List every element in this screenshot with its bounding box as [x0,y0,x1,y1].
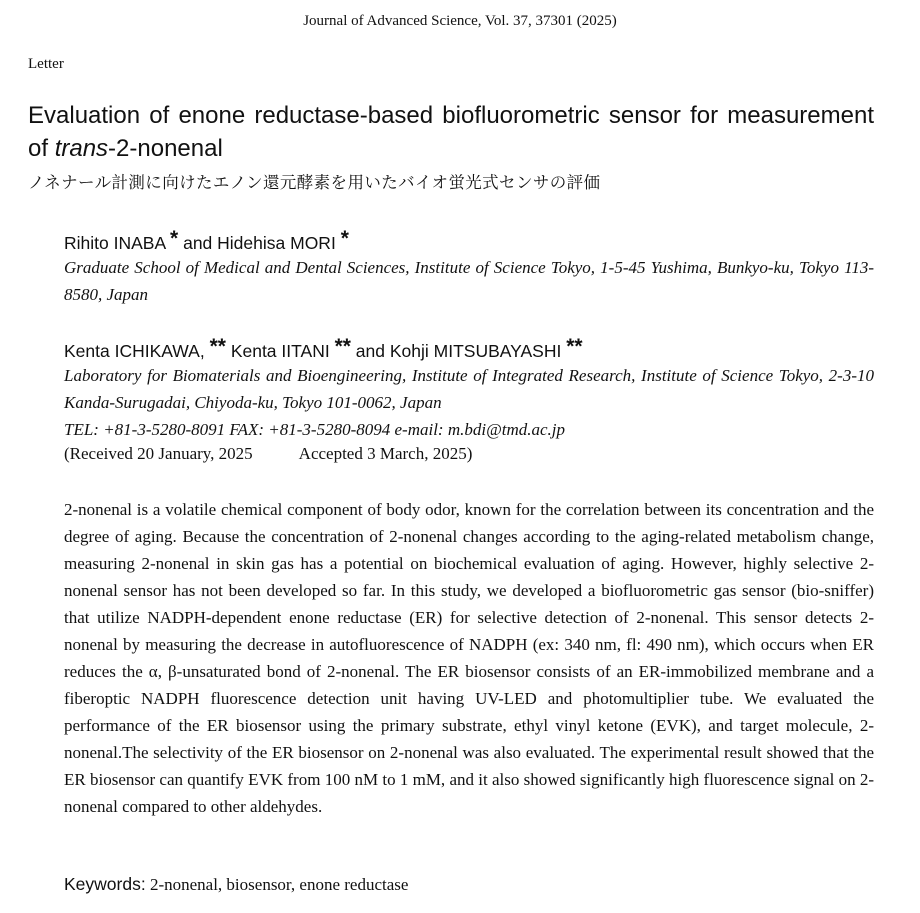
author-mark: * [170,227,179,250]
author-separator: and [350,341,390,361]
title-text-1: Evaluation of enone reductase-based biofluorometric sensor for measurement of [28,102,874,162]
paper-title [28,99,874,165]
paper-title-japanese: ノネナール計測に向けたエノン還元酵素を用いたバイオ蛍光式センサの評価 [28,173,601,192]
affiliation-2: Laboratory for Biomaterials and Bioengineering, Institute of Integrated Research, Institute of Science Tokyo, 2-3-10 Kanda-Surugadai, Chiyoda-ku, Tokyo 101-0062, Japan [64,366,874,412]
author-mark: ** [209,335,226,358]
author-mark: ** [566,335,583,358]
affiliation-1: Graduate School of Medical and Dental Sciences, Institute of Science Tokyo, 1-5-45 Yushima, Bunkyo-ku, Tokyo 113-8580, Japan [64,258,874,304]
article-type: Letter [28,56,64,72]
title-text-2: -2-nonenal [108,135,223,162]
received-dates [64,444,472,464]
author-name: Rihito INABA [64,233,166,253]
author-separator: and [178,233,218,253]
author-name: Kenta ICHIKAWA, [64,341,205,361]
received-date: (Received 20 January, 2025 [64,444,253,463]
keywords [64,874,408,895]
title-italic: trans [54,135,109,162]
abstract: 2-nonenal is a volatile chemical component of body odor, known for the correlation between its concentration and the degree of aging. Because the concentration of 2-nonenal changes according to the aging-related metabolism change, measuring 2-nonenal in skin gas has a potential on biochemical evaluation of aging. However, highly selective 2-nonenal sensor has not been developed so far. In this study, we developed a biofluorometric gas sensor (bio-sniffer) that utilize NADPH-dependent enone reductase (ER) for selective detection of 2-nonenal. This sensor detects 2-nonenal by measuring the decrease in autofluorescence of NADPH (ex: 340 nm, fl: 490 nm), which occurs when ER reduces the α, β-unsaturated bond of 2-nonenal. The ER biosensor consists of an ER-immobilized membrane and a fiberoptic NADPH fluorescence detection unit having UV-LED and photomultiplier tube. We evaluated the performance of the ER biosensor using the primary substrate, ethyl vinyl ketone (EVK), and target molecule, 2-nonenal.The selectivity of the ER biosensor on 2-nonenal was also evaluated. The experimental result showed that the ER biosensor can quantify EVK from 100 nM to 1 mM, and it also showed significantly high fluorescence signal on 2-nonenal compared to other aldehydes. [64,500,874,816]
author-name: Kohji MITSUBAYASHI [389,341,562,361]
contact-info: TEL: +81-3-5280-8091 FAX: +81-3-5280-8094 e-mail: m.bdi@tmd.ac.jp [64,420,565,439]
author-name: Hidehisa MORI [217,233,336,253]
author-line-1 [64,227,349,254]
author-mark: * [340,227,349,250]
author-line-2 [64,335,583,362]
journal-header: Journal of Advanced Science, Vol. 37, 37301 (2025) [303,13,617,29]
author-name: Kenta IITANI [230,341,330,361]
accepted-date: Accepted 3 March, 2025) [298,444,473,463]
keywords-label: Keywords: [64,874,146,894]
keywords-text: 2-nonenal, biosensor, enone reductase [149,875,409,894]
author-mark: ** [334,335,351,358]
